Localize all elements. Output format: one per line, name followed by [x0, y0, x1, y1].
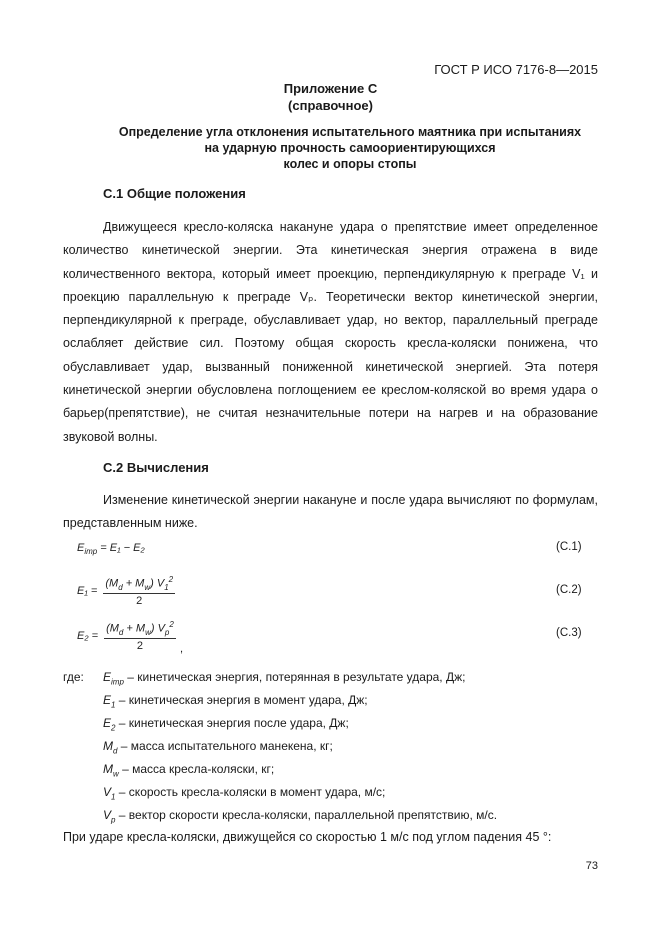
legend-item-eimp: $E_{imp}$ – кинетическая энергия, потерянная в результате удара, Дж;	[103, 670, 466, 687]
page-number: 73	[585, 860, 598, 872]
standard-code: ГОСТ Р ИСО 7176-8—2015	[434, 62, 598, 77]
formula-c1: $E_{imp} = E_1 - E_2$	[77, 542, 145, 557]
formula-c2: E₁ = $\frac{(M_d + M_w) V_1^2}{2}$	[77, 575, 174, 607]
legend-item-vp: $V_p$ – вектор скорости кресла-коляски, параллельной препятствию, м/с.	[103, 808, 498, 825]
final-sentence: При ударе кресла-коляски, движущейся со скоростью 1 м/с под углом падения 45 °:	[63, 830, 552, 844]
annex-title: Приложение С	[283, 81, 378, 96]
legend-item-mw: $M_w$ – масса кресла-коляски, кг;	[103, 762, 275, 779]
formula-c3: E₂ = $\frac{(M_d + M_w) V_p^2}{2}$	[77, 620, 174, 652]
legend-item-md: $M_d$ – масса испытательного манекена, кг;	[103, 739, 333, 756]
section-heading-c2: С.2 Вычисления	[103, 460, 209, 475]
equation-number-c3: (С.3)	[556, 627, 582, 639]
annex-kind: (справочное)	[288, 98, 373, 113]
annex-name-line2: на ударную прочность самоориентирующихся	[204, 141, 496, 155]
equation-number-c2: (С.2)	[556, 584, 582, 596]
section-c1-paragraph: Движущееся кресло-коляска накануне удара о препятствие имеет определенное количество кинетической энергии. Эта кинетическая энергия отражена в виде количественного вектора, который имеет проекцию, перпендикулярную к преграде V₁ и проекцию параллельную к преграде Vₚ. Теоретически вектор кинетической энергии, перпендикулярной к преграде, обуславливает удар, но вектор, параллельный преграде ослабляет действие сил. Поэтому общая скорость кресла-коляски понижена, что обуславливает удар, вызванный пониженной кинетической энергией. Эта потеря кинетической энергии обусловлена поглощением ее креслом-коляской во время удара о барьер(препятствие), не считая незначительные потери на нагрев и на образование звуковой волны.	[63, 220, 598, 444]
annex-name	[100, 124, 600, 172]
formula-comma: ,	[180, 643, 184, 655]
legend-item-e1: $E_1$ – кинетическая энергия в момент удара, Дж;	[103, 693, 368, 710]
where-label: где:	[63, 670, 84, 684]
section-c2-paragraph: Изменение кинетической энергии накануне и после удара вычисляют по формулам, представленным ниже.	[63, 493, 598, 531]
legend-item-e2: $E_2$ – кинетическая энергия после удара, Дж;	[103, 716, 349, 733]
section-heading-c1: С.1 Общие положения	[103, 186, 246, 201]
equation-number-c1: (С.1)	[556, 541, 582, 553]
annex-name-line1: Определение угла отклонения испытательного маятника при испытаниях	[118, 125, 582, 139]
legend-item-v1: $V_1$ – скорость кресла-коляски в момент удара, м/с;	[103, 785, 386, 802]
annex-name-line3: колес и опоры стопы	[283, 157, 417, 171]
